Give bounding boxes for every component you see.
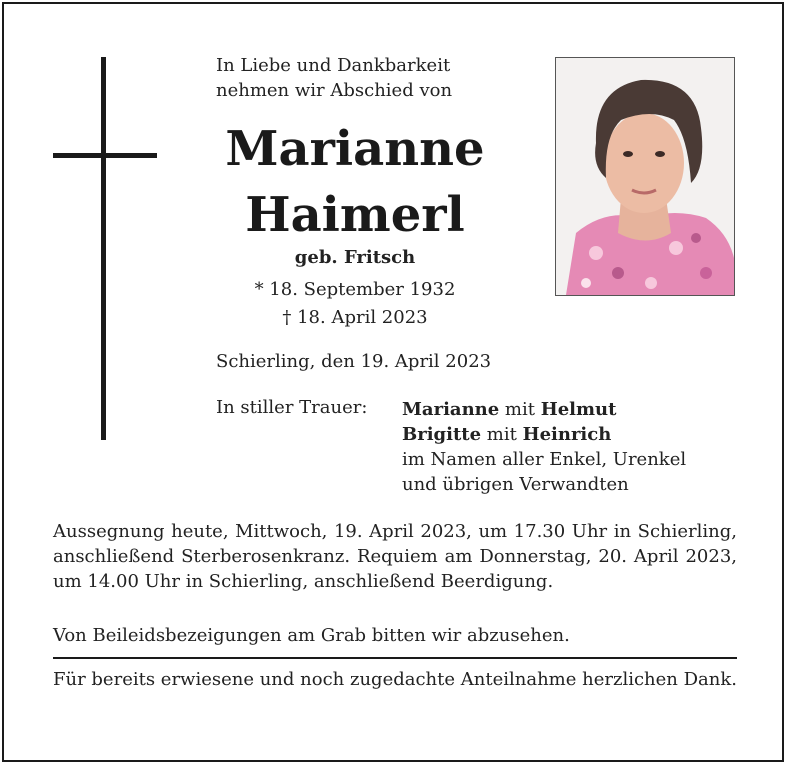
mourner-line-2 xyxy=(402,422,686,447)
mourner-partner: Heinrich xyxy=(522,424,612,445)
portrait-photo xyxy=(555,57,735,296)
place-date: Schierling, den 19. April 2023 xyxy=(216,351,492,372)
born-name: geb. Fritsch xyxy=(294,247,416,268)
divider xyxy=(53,657,737,659)
mourner-line-4: und übrigen Verwandten xyxy=(402,474,629,495)
intro-line-2: nehmen wir Abschied von xyxy=(216,80,453,101)
deceased-last-name: Haimerl xyxy=(245,187,465,243)
birth-date: * 18. September 1932 xyxy=(254,279,456,300)
intro-line-1: In Liebe und Dankbarkeit xyxy=(216,55,451,76)
mourner-partner: Helmut xyxy=(540,399,617,420)
thanks-note: Für bereits erwiesene und noch zugedachte Anteilnahme herzlichen Dank. xyxy=(53,669,737,690)
mourner-line-1 xyxy=(402,397,686,422)
funeral-details: Aussegnung heute, Mittwoch, 19. April 2023, um 17.30 Uhr in Schierling, anschließend Sterberosenkranz. Requiem am Donnerstag, 20. April 2023, um 14.00 Uhr in Schierling, anschließend Beerdigung. xyxy=(53,521,737,592)
intro-text xyxy=(216,53,452,103)
mourner-name: Brigitte xyxy=(402,424,482,445)
mourning-label: In stiller Trauer: xyxy=(216,397,368,418)
mourner-connector: mit xyxy=(499,399,541,420)
death-date: † 18. April 2023 xyxy=(282,307,428,328)
mourner-connector: mit xyxy=(481,424,523,445)
mourner-name: Marianne xyxy=(402,399,500,420)
mourner-line-3: im Namen aller Enkel, Urenkel xyxy=(402,449,687,470)
condolence-note: Von Beileidsbezeigungen am Grab bitten wir abzusehen. xyxy=(53,625,570,646)
mourners-list xyxy=(402,397,686,497)
deceased-first-name: Marianne xyxy=(225,121,485,177)
